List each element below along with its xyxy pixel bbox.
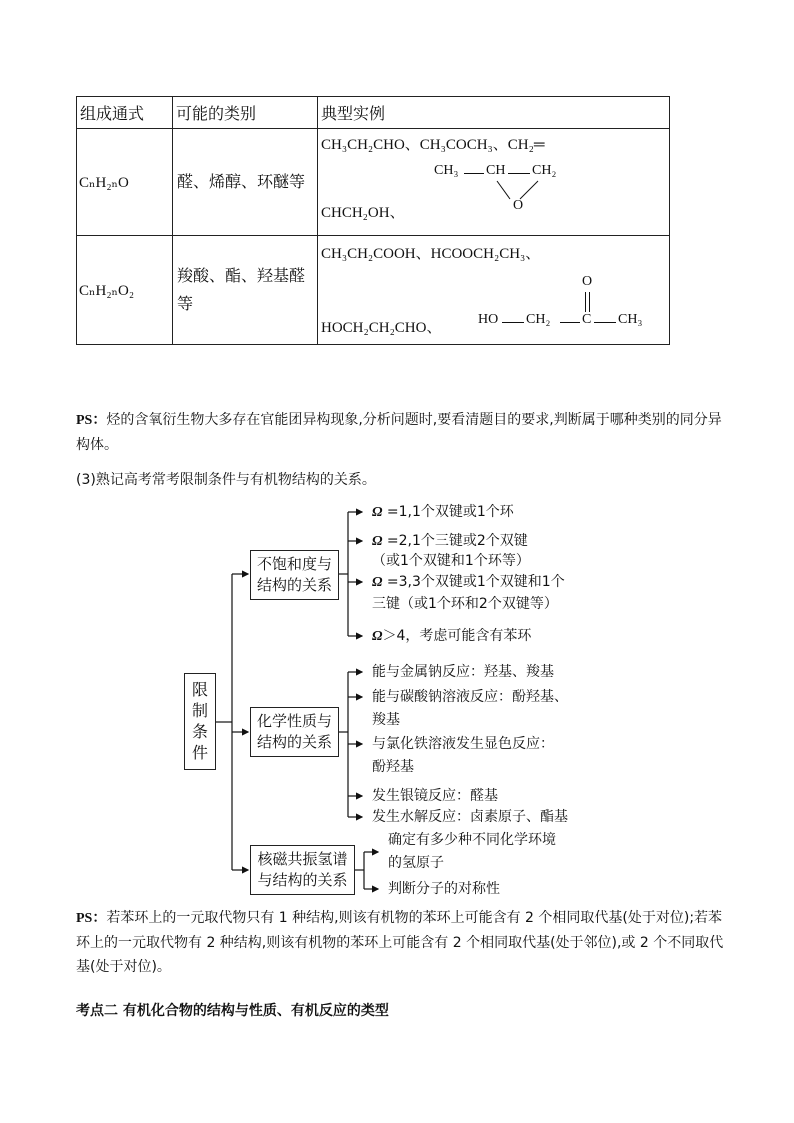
branch-label: 化学性质与结构的关系	[256, 712, 332, 751]
diagram-leaf: 发生银镜反应：醛基	[372, 788, 498, 804]
diagram-leaf: Ω＞4，考虑可能含有苯环	[372, 628, 532, 644]
diagram-leaf: 确定有多少种不同化学环境	[388, 832, 556, 848]
example-line: CHCH₂OH、	[321, 205, 405, 221]
structure-atom: CH₃	[434, 163, 459, 178]
diagram-leaf: 的氢原子	[388, 855, 444, 871]
table-header-category: 可能的类别	[173, 97, 318, 129]
diagram-leaf: Ω =1,1个双键或1个环	[372, 504, 514, 520]
structure-atom: HO	[478, 312, 499, 327]
category-cell: 醛、烯醇、环醚等	[173, 129, 318, 236]
structure-atom: O	[513, 198, 524, 213]
formula-cell: CₙH₂ₙO	[77, 129, 173, 236]
structure-atom: C	[582, 312, 592, 327]
example-line: HOCH₂CH₂CHO、	[321, 320, 442, 336]
structure-atom: CH₃	[618, 312, 643, 327]
structure-atom: CH₂	[526, 312, 551, 327]
diagram-leaf: 判断分子的对称性	[388, 881, 500, 897]
table-header-formula: 组成通式	[77, 97, 173, 129]
diagram-leaf: 酚羟基	[372, 759, 414, 775]
diagram-leaf: （或1个双键和1个环等）	[372, 553, 530, 569]
diagram-leaf: 羧基	[372, 712, 400, 728]
category-cell: 羧酸、酯、羟基醛等	[173, 236, 318, 345]
diagram-root-box	[184, 673, 216, 770]
diagram-leaf: 与氯化铁溶液发生显色反应：	[372, 736, 554, 752]
diagram-leaf: 发生水解反应：卤素原子、酯基	[372, 809, 568, 825]
diagram-leaf: Ω =2,1个三键或2个双键	[372, 533, 528, 549]
ps-label: PS：	[76, 413, 107, 428]
diagram-leaf: 能与碳酸钠溶液反应：酚羟基、	[372, 689, 568, 705]
diagram-leaf: 能与金属钠反应：羟基、羧基	[372, 664, 554, 680]
ps-text: 若苯环上的一元取代物只有 1 种结构,则该有机物的苯环上可能含有 2 个相同取代基(处于对位);若苯环上的一元取代物有 2 种结构,则该有机物的苯环上可能含有 2 个相同取代基(处于邻位),或 2 个不同取代基(处于对位)。	[76, 910, 724, 975]
diagram-leaf: 三键（或1个环和2个双键等）	[372, 596, 558, 612]
section-heading: 考点二 有机化合物的结构与性质、有机反应的类型	[76, 1003, 389, 1019]
branch-box-unsaturation	[250, 550, 339, 600]
ps-label: PS：	[76, 911, 107, 926]
structure-atom: CH₂	[532, 163, 557, 178]
branch-box-nmr	[250, 845, 355, 895]
diagram-leaf: Ω =3,3个双键或1个双键和1个	[372, 574, 565, 590]
example-line: CH₃CH₂CHO、CH₃COCH₃、CH₂═	[321, 137, 545, 153]
formula-cell: CₙH₂ₙO₂	[77, 236, 173, 345]
branch-label: 不饱和度与结构的关系	[256, 555, 332, 594]
branch-box-chemistry	[250, 707, 339, 757]
structure-atom: O	[582, 274, 593, 289]
ps-note-2	[76, 906, 726, 979]
branch-label: 核磁共振氢谱与结构的关系	[257, 850, 348, 889]
structure-atom: CH	[486, 163, 506, 178]
diagram-root-label: 限制条件	[192, 680, 209, 762]
item-3: (3)熟记高考常考限制条件与有机物结构的关系。	[76, 472, 376, 488]
table-header-example: 典型实例	[318, 97, 670, 129]
ps-text: 烃的含氧衍生物大多存在官能团异构现象,分析问题时,要看清题目的要求,判断属于哪种类别的同分异构体。	[76, 412, 722, 453]
example-line: CH₃CH₂COOH、HCOOCH₂CH₃、	[321, 246, 541, 262]
